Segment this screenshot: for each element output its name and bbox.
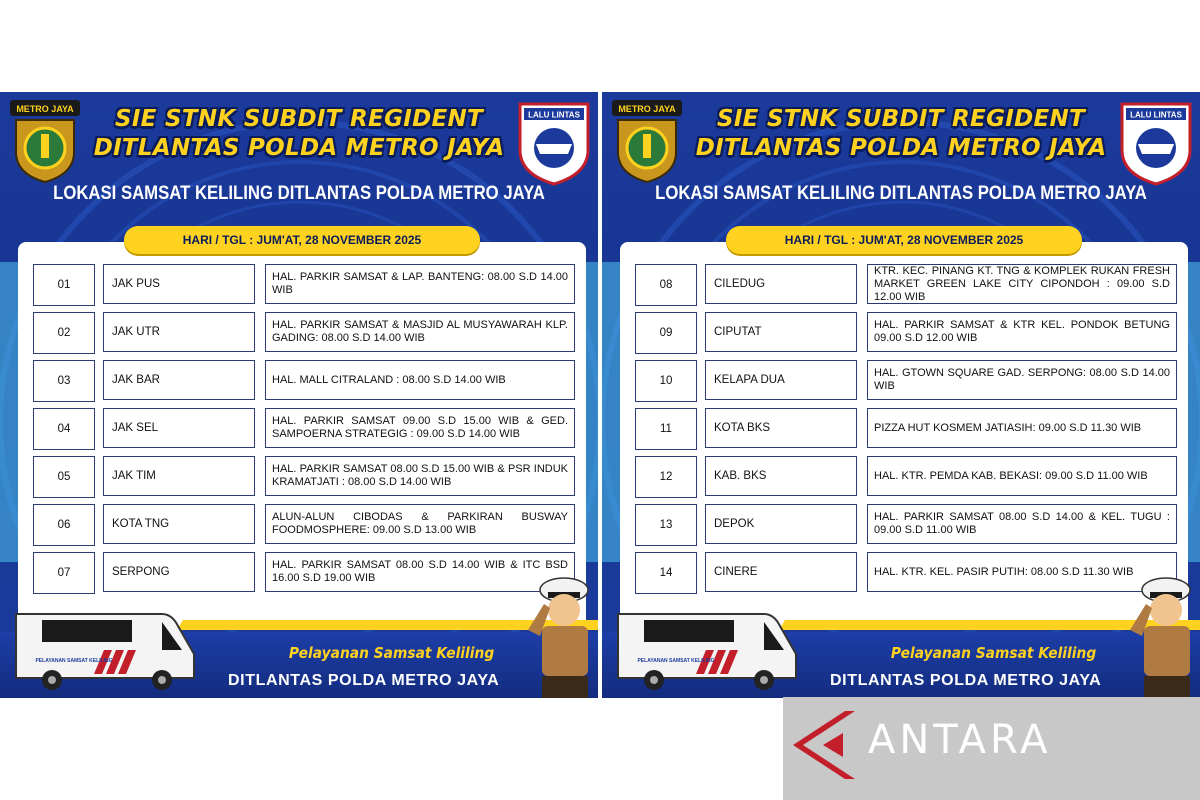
schedule-row [635,360,1179,402]
row-location: JAK BAR [103,360,255,400]
poster-subtitle: LOKASI SAMSAT KELILING DITLANTAS POLDA METRO JAYA [53,183,545,204]
schedule-row [635,408,1179,450]
svg-text:METRO JAYA: METRO JAYA [16,104,74,114]
schedule-row [33,312,577,354]
service-label: Pelayanan Samsat Keliling [288,644,495,662]
schedule-row [635,312,1179,354]
svg-text:LALU LINTAS: LALU LINTAS [1130,110,1182,120]
schedule-row [33,360,577,402]
antara-wordmark: ANTARA [868,717,1052,763]
poster-title-line1: SIE STNK SUBDIT REGIDENT [114,106,484,132]
row-description: HAL. MALL CITRALAND : 08.00 S.D 14.00 WIB [265,360,575,400]
schedule-row [635,552,1179,594]
row-number: 05 [33,456,95,498]
samsat-bus-icon [614,600,800,692]
row-description: HAL. PARKIR SAMSAT & LAP. BANTENG: 08.00 S.D 14.00 WIB [265,264,575,304]
poster-left [0,92,598,698]
row-number: 03 [33,360,95,402]
svg-text:LALU LINTAS: LALU LINTAS [528,110,580,120]
schedule-row [635,504,1179,546]
row-location: KOTA BKS [705,408,857,448]
schedule-row [33,408,577,450]
row-location: JAK TIM [103,456,255,496]
row-number: 12 [635,456,697,498]
saluting-officer-icon [520,570,598,698]
poster-title-line1: SIE STNK SUBDIT REGIDENT [716,106,1086,132]
poster-title-line2: DITLANTAS POLDA METRO JAYA [695,135,1107,161]
schedule-row [33,504,577,546]
row-description: KTR. KEC. PINANG KT. TNG & KOMPLEK RUKAN FRESH MARKET GREEN LAKE CITY CIPONDOH : 09.00 S.D 12.00 WIB [867,264,1177,304]
row-number: 10 [635,360,697,402]
row-number: 04 [33,408,95,450]
row-number: 01 [33,264,95,306]
row-number: 11 [635,408,697,450]
row-location: CIPUTAT [705,312,857,352]
row-location: KAB. BKS [705,456,857,496]
row-location: SERPONG [103,552,255,592]
row-description: HAL. PARKIR SAMSAT & KTR KEL. PONDOK BETUNG 09.00 S.D 12.00 WIB [867,312,1177,352]
row-number: 07 [33,552,95,594]
footer-title: DITLANTAS POLDA METRO JAYA [830,672,1102,689]
row-location: CINERE [705,552,857,592]
row-description: HAL. PARKIR SAMSAT & MASJID AL MUSYAWARAH KLP. GADING: 08.00 S.D 14.00 WIB [265,312,575,352]
row-description: ALUN-ALUN CIBODAS & PARKIRAN BUSWAY FOODMOSPHERE: 09.00 S.D 13.00 WIB [265,504,575,544]
row-description: HAL. PARKIR SAMSAT 08.00 S.D 15.00 WIB & PSR INDUK KRAMATJATI : 08.00 S.D 14.00 WIB [265,456,575,496]
date-banner: HARI / TGL : JUM'AT, 28 NOVEMBER 2025 [726,226,1082,254]
row-number: 02 [33,312,95,354]
row-location: CILEDUG [705,264,857,304]
row-description: HAL. GTOWN SQUARE GAD. SERPONG: 08.00 S.D 14.00 WIB [867,360,1177,400]
schedule-row [33,264,577,306]
saluting-officer-icon [1122,570,1200,698]
row-location: DEPOK [705,504,857,544]
schedule-row [635,264,1179,306]
row-number: 13 [635,504,697,546]
row-description: HAL. PARKIR SAMSAT 08.00 S.D 14.00 & KEL. TUGU : 09.00 S.D 11.00 WIB [867,504,1177,544]
schedule-row [635,456,1179,498]
row-location: JAK PUS [103,264,255,304]
row-number: 08 [635,264,697,306]
row-description: HAL. KTR. PEMDA KAB. BEKASI: 09.00 S.D 11.00 WIB [867,456,1177,496]
schedule-row [33,456,577,498]
poster-subtitle: LOKASI SAMSAT KELILING DITLANTAS POLDA METRO JAYA [655,183,1147,204]
antara-logo-icon [783,697,863,800]
row-location: JAK SEL [103,408,255,448]
svg-text:PELAYANAN SAMSAT KELILING: PELAYANAN SAMSAT KELILING [35,658,113,664]
row-number: 14 [635,552,697,594]
schedule-row [33,552,577,594]
service-label: Pelayanan Samsat Keliling [890,644,1097,662]
row-location: KELAPA DUA [705,360,857,400]
date-banner: HARI / TGL : JUM'AT, 28 NOVEMBER 2025 [124,226,480,254]
row-description: HAL. PARKIR SAMSAT 09.00 S.D 15.00 WIB & GED. SAMPOERNA STRATEGIG : 09.00 S.D 14.00 WIB [265,408,575,448]
footer-title: DITLANTAS POLDA METRO JAYA [228,672,500,689]
poster-title-line2: DITLANTAS POLDA METRO JAYA [93,135,505,161]
svg-text:METRO JAYA: METRO JAYA [618,104,676,114]
row-description: HAL. KTR. KEL. PASIR PUTIH: 08.00 S.D 11.30 WIB [867,552,1177,592]
row-location: KOTA TNG [103,504,255,544]
svg-text:PELAYANAN SAMSAT KELILING: PELAYANAN SAMSAT KELILING [637,658,715,664]
row-description: HAL. PARKIR SAMSAT 08.00 S.D 14.00 WIB & ITC BSD 16.00 S.D 19.00 WIB [265,552,575,592]
poster-right [602,92,1200,698]
samsat-bus-icon [12,600,198,692]
row-number: 09 [635,312,697,354]
row-location: JAK UTR [103,312,255,352]
row-number: 06 [33,504,95,546]
row-description: PIZZA HUT KOSMEM JATIASIH: 09.00 S.D 11.30 WIB [867,408,1177,448]
